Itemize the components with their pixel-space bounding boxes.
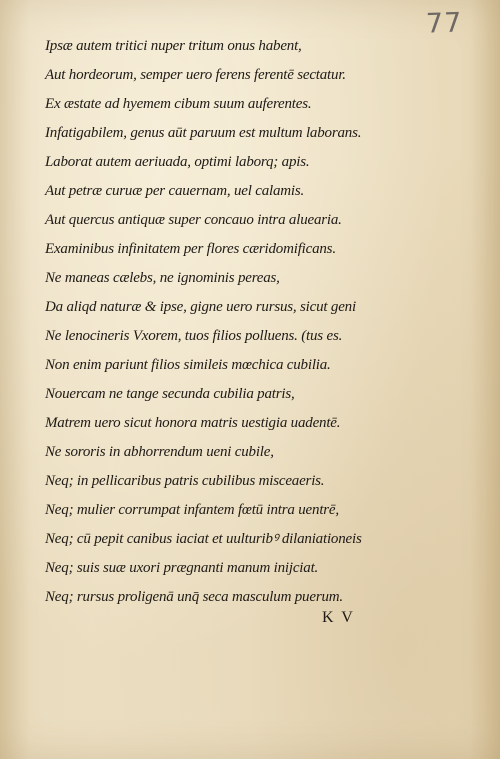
- verse-line: Laborat autem aeriuada, optimi laborq; apis.: [45, 154, 310, 170]
- verse-line: Neq; cū pepit canibus iaciat et uulturibꝰ dilaniationeis: [45, 531, 362, 547]
- folio-number: 77: [425, 7, 463, 40]
- verse-line: Matrem uero sicut honora matris uestigia uadentē.: [45, 415, 341, 431]
- verse-line: Aut petræ curuæ per cauernam, uel calamis.: [45, 183, 305, 199]
- signature-mark: K V: [322, 609, 355, 626]
- verse-line: Neq; rursus proligenā unq̄ seca masculum puerum.: [45, 589, 343, 605]
- verse-line: Ne sororis in abhorrendum ueni cubile,: [45, 444, 274, 460]
- verse-line: Nouercam ne tange secunda cubilia patris,: [45, 386, 295, 402]
- verse-line: Aut quercus antiquæ super concauo intra aluearia.: [45, 212, 342, 228]
- verse-line: Non enim pariunt filios simileis mœchica cubilia.: [45, 357, 331, 373]
- verse-line: Da aliqd naturæ & ipse, gigne uero rursus, sicut geni: [45, 299, 356, 315]
- verse-line: Ex æstate ad hyemem cibum suum auferentes.: [45, 96, 312, 112]
- verse-line: Examinibus infinitatem per flores cæridomificans.: [45, 241, 336, 257]
- verse-line: Aut hordeorum, semper uero ferens ferentē sectatur.: [45, 67, 346, 83]
- verse-line: Neq; in pellicaribus patris cubilibus misceaeris.: [45, 473, 325, 489]
- verse-line: Infatigabilem, genus aūt paruum est multum laborans.: [45, 125, 362, 141]
- verse-line: Neq; mulier corrumpat infantem fœtū intra uentrē,: [45, 502, 339, 518]
- verse-line: Ne maneas cælebs, ne ignominis pereas,: [45, 270, 280, 286]
- verse-line: Ipsæ autem tritici nuper tritum onus habent,: [45, 38, 302, 54]
- verse-line: Ne lenocineris Vxorem, tuos filios polluens. (tus es.: [45, 328, 343, 344]
- verse-line: Neq; suis suæ uxori prægnanti manum inijciat.: [45, 560, 319, 576]
